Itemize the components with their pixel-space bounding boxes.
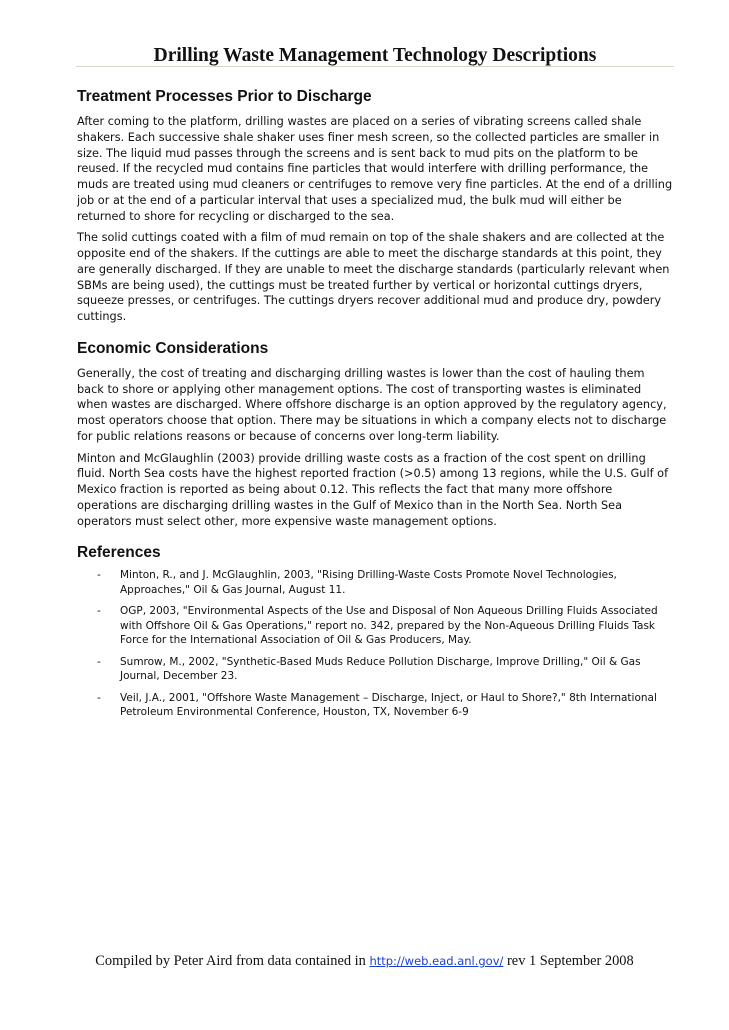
reference-list bbox=[77, 568, 673, 720]
reference-text: Minton, R., and J. McGlaughlin, 2003, "Rising Drilling-Waste Costs Promote Novel Technologies, Approaches," Oil & Gas Journal, August 11. bbox=[120, 569, 617, 596]
document-body bbox=[77, 86, 673, 727]
paragraph: Generally, the cost of treating and discharging drilling wastes is lower than the cost of hauling them back to shore or applying other management options. The cost of transporting wastes is eliminated when wastes are discharged. Where offshore discharge is an option approved by the regulatory agency, most operators choose that option. There may be situations in which a company elects not to discharge for public relations reasons or because of concerns over long-term liability. bbox=[77, 366, 667, 443]
reference-text: Sumrow, M., 2002, "Synthetic-Based Muds Reduce Pollution Discharge, Improve Drilling," Oil & Gas Journal, December 23. bbox=[120, 655, 641, 683]
footer-revision: rev 1 September 2008 bbox=[507, 953, 634, 969]
paragraph: After coming to the platform, drilling wastes are placed on a series of vibrating screens called shale shakers. Each successive shale shaker uses finer mesh screen, so the collected particles are smaller in size. The liquid mud passes through the screens and is sent back to mud pits on the platform to be reused. If the recycled mud contains fine particles that would interfere with drilling performance, the muds are treated using mud cleaners or centrifuges to remove very fine particles. At the end of a drilling job or at the end of a particular interval that uses a specialized mud, the bulk mud will either be returned to shore for recycling or discharged to the sea. bbox=[77, 115, 673, 223]
reference-item bbox=[77, 604, 673, 648]
list-bullet: - bbox=[97, 655, 101, 668]
paragraph: Minton and McGlaughlin (2003) provide drilling waste costs as a fraction of the cost spent on drilling fluid. North Sea costs have the highest reported fraction (>0.5) among 13 regions, while the U.S. Gulf of Mexico fraction is reported as being about 0.12. This reflects the fact that many more offshore operations are discharging drilling wastes in the Gulf of Mexico than in the North Sea. North Sea operators must select other, more expensive waste management options. bbox=[77, 451, 669, 528]
list-bullet: - bbox=[97, 605, 101, 618]
page-footer bbox=[0, 953, 729, 970]
reference-text: Veil, J.A., 2001, "Offshore Waste Management – Discharge, Inject, or Haul to Shore?," 8th International Petroleum Environmental Conference, Houston, TX, November 6-9 bbox=[120, 691, 657, 719]
header-divider bbox=[76, 66, 674, 67]
list-bullet: - bbox=[97, 569, 101, 582]
section-heading-treatment: Treatment Processes Prior to Discharge bbox=[77, 88, 372, 105]
footer-source-link[interactable]: http://web.ead.anl.gov/ bbox=[369, 954, 504, 968]
list-bullet: - bbox=[97, 691, 101, 704]
reference-item bbox=[77, 568, 673, 597]
section-heading-references: References bbox=[77, 544, 161, 562]
page-header-title: Drilling Waste Management Technology Descriptions bbox=[153, 45, 597, 66]
reference-text: OGP, 2003, "Environmental Aspects of the Use and Disposal of Non Aqueous Drilling Fluids Associated with Offshore Oil & Gas Operations," report no. 342, prepared by the Non-Aqueous Drilling Fluids Task Force for the International Association of Oil & Gas Producers, May. bbox=[120, 605, 658, 647]
section-heading-economic: Economic Considerations bbox=[77, 339, 269, 357]
paragraph: The solid cuttings coated with a film of mud remain on top of the shale shakers and are collected at the opposite end of the shakers. If the cuttings are able to meet the discharge standards at this point, they are generally discharged. If they are unable to meet the discharge standards (particularly relevant when SBMs are being used), the cuttings must be treated further by vertical or horizontal cuttings dryers, squeeze presses, or centrifuges. The cuttings dryers recover additional mud and produce dry, powdery cuttings. bbox=[77, 231, 670, 323]
footer-prefix: Compiled by Peter Aird from data contained in bbox=[95, 953, 366, 969]
reference-item bbox=[77, 655, 673, 684]
reference-item bbox=[77, 691, 673, 720]
